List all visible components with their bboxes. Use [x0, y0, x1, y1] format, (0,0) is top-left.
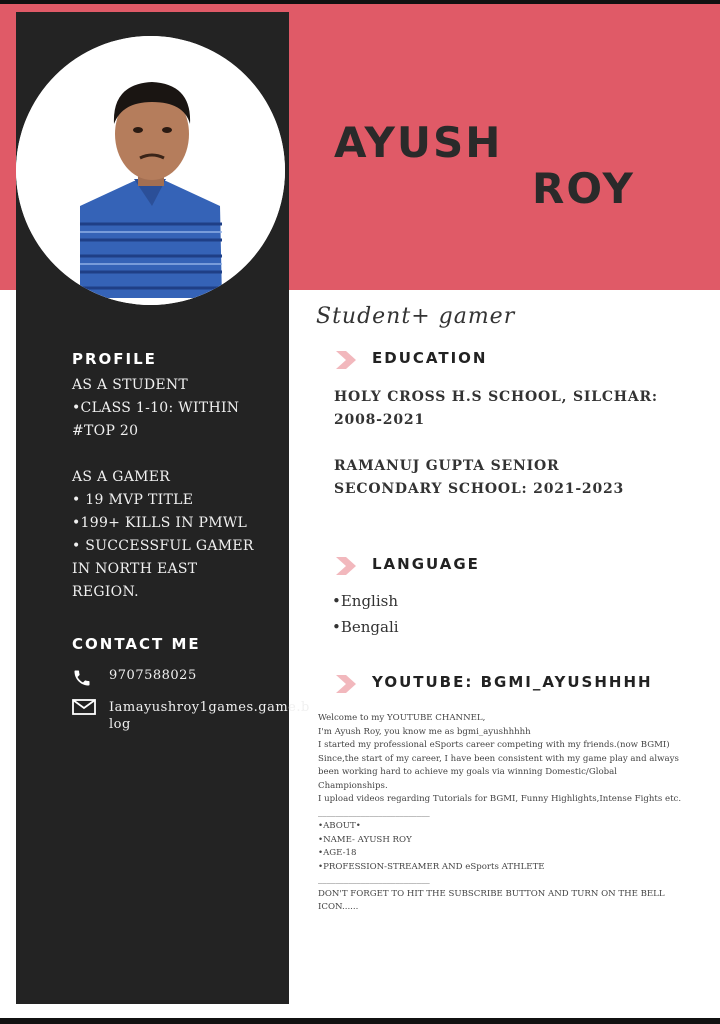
education-school: RAMANUJ GUPTA SENIOR	[334, 458, 560, 474]
email-line[interactable]: log	[109, 717, 131, 732]
profile-line	[72, 443, 254, 466]
youtube-line: Welcome to my YOUTUBE CHANNEL,	[318, 713, 486, 723]
email-line[interactable]: Iamayushroy1games.game.b	[109, 700, 310, 715]
education-entry	[334, 386, 658, 432]
education-entry	[334, 455, 624, 501]
profile-line: #TOP 20	[72, 423, 139, 439]
profile-line: • 19 MVP TITLE	[72, 492, 194, 508]
language-heading: LANGUAGE	[372, 555, 480, 573]
youtube-line: Championships.	[318, 780, 388, 791]
envelope-icon	[72, 699, 96, 719]
bottom-border	[0, 1018, 720, 1024]
youtube-line: __________________________	[318, 807, 430, 818]
first-name: AYUSH	[334, 118, 503, 167]
youtube-heading: YOUTUBE: BGMI_AYUSHHHH	[372, 673, 653, 691]
education-school: HOLY CROSS H.S SCHOOL, SILCHAR:	[334, 389, 658, 405]
youtube-line: ICON......	[318, 902, 359, 912]
phone-number[interactable]: 9707588025	[109, 668, 197, 683]
youtube-line: •AGE-18	[318, 848, 357, 858]
youtube-description	[318, 712, 710, 915]
youtube-line: I upload videos regarding Tutorials for BGMI, Funny Highlights,Intense Fights etc.	[318, 794, 682, 804]
language-item: •Bengali	[332, 618, 399, 636]
contact-heading: CONTACT ME	[72, 635, 201, 653]
profile-line: •199+ KILLS IN PMWL	[72, 515, 248, 531]
chevron-right-icon	[334, 674, 358, 698]
youtube-line: DON'T FORGET TO HIT THE SUBSCRIBE BUTTON AND TURN ON THE BELL	[318, 888, 665, 899]
language-list	[332, 588, 399, 640]
chevron-right-icon	[334, 350, 358, 374]
phone-icon	[72, 668, 92, 692]
profile-photo	[16, 36, 285, 305]
youtube-line: Since,the start of my career, I have been consistent with my game play and always	[318, 753, 679, 764]
profile-line: AS A STUDENT	[72, 377, 189, 393]
education-heading: EDUCATION	[372, 349, 488, 367]
youtube-line: •PROFESSION-STREAMER AND eSports ATHLETE	[318, 861, 545, 872]
last-name: ROY	[532, 164, 635, 213]
youtube-line: been working hard to achieve my goals via winning Domestic/Global	[318, 767, 617, 777]
youtube-line: •NAME- AYUSH ROY	[318, 834, 412, 845]
profile-line: •CLASS 1-10: WITHIN	[72, 400, 240, 416]
email-address[interactable]	[109, 699, 310, 733]
chevron-right-icon	[334, 556, 358, 580]
education-years: 2008-2021	[334, 412, 425, 428]
profile-line: IN NORTH EAST	[72, 561, 198, 577]
youtube-line: I started my professional eSports career competing with my friends.(now BGMI)	[318, 740, 670, 750]
tagline: Student+ gamer	[316, 304, 516, 329]
profile-line: • SUCCESSFUL GAMER	[72, 538, 254, 554]
education-years: SECONDARY SCHOOL: 2021-2023	[334, 481, 625, 497]
youtube-line: •ABOUT•	[318, 821, 361, 831]
youtube-line: __________________________	[318, 875, 430, 885]
profile-line: REGION.	[72, 584, 139, 600]
language-item: •English	[332, 592, 399, 610]
youtube-line: I'm Ayush Roy, you know me as bgmi_ayushhhhh	[318, 726, 531, 737]
profile-text	[72, 374, 254, 604]
profile-heading: PROFILE	[72, 350, 157, 368]
profile-line: AS A GAMER	[72, 469, 171, 485]
